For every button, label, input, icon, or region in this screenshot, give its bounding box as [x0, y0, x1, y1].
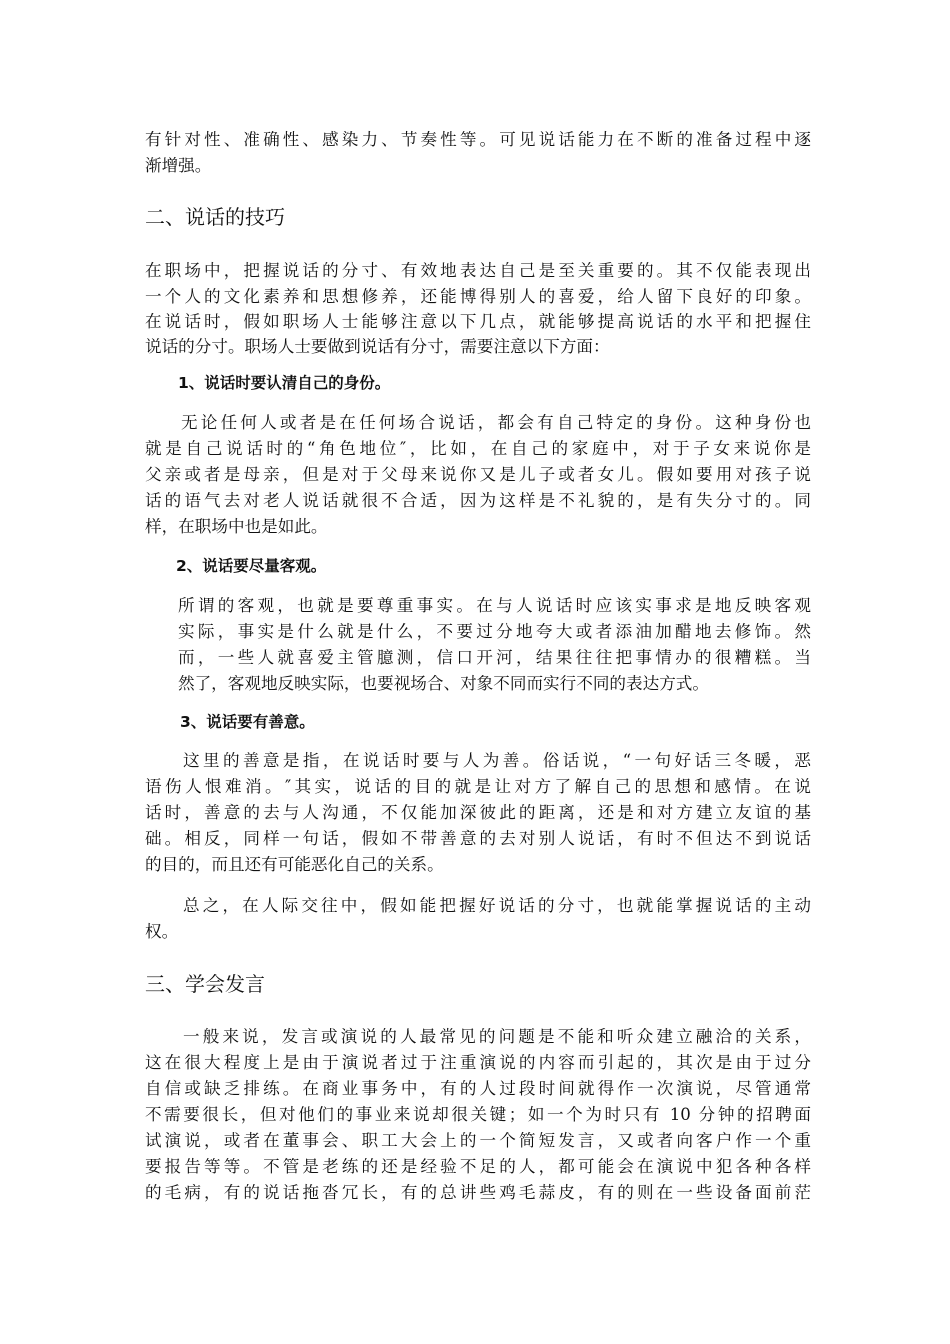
paragraph-line: 话的语气去对老人说话就很不合适，因为这样是不礼貌的，是有失分寸的。同: [145, 491, 811, 510]
paragraph-line: 就是自己说话时的“角色地位″，比如，在自己的家庭中，对于子女来说你是: [145, 439, 811, 458]
section-heading: 三、学会发言: [145, 972, 265, 996]
paragraph-line: 这在很大程度上是由于演说者过于注重演说的内容而引起的，其次是由于过分: [145, 1053, 811, 1072]
subheading: 3、说话要有善意。: [180, 713, 315, 731]
paragraph-line: 的目的，而且还有可能恶化自己的关系。: [145, 855, 444, 874]
paragraph-line: 在职场中，把握说话的分寸、有效地表达自己是至关重要的。其不仅能表现出: [145, 261, 811, 280]
paragraph-line: 的毛病，有的说话拖沓冗长，有的总讲些鸡毛蒜皮，有的则在一些设备面前茫: [145, 1183, 811, 1202]
paragraph-line: 说话的分寸。职场人士要做到说话有分寸，需要注意以下方面：: [145, 337, 610, 356]
paragraph-line: 然了，客观地反映实际，也要视场合、对象不同而实行不同的表达方式。: [178, 674, 709, 693]
paragraph-line: 自信或缺乏排练。在商业事务中，有的人过段时间就得作一次演说，尽管通常: [145, 1079, 811, 1098]
paragraph-line: 础。相反，同样一句话，假如不带善意的去对别人说话，有时不但达不到说话: [145, 829, 811, 848]
paragraph-line: 不需要很长，但对他们的事业来说却很关键；如一个为时只有 10 分钟的招聘面: [145, 1105, 811, 1124]
paragraph-line: 样，在职场中也是如此。: [145, 517, 328, 536]
paragraph-line: 渐增强。: [145, 156, 212, 175]
paragraph-line: 语伤人恨难消。″其实，说话的目的就是让对方了解自己的思想和感情。在说: [145, 777, 811, 796]
paragraph-line: 权。: [145, 922, 179, 941]
subheading: 1、说话时要认清自己的身份。: [178, 374, 391, 392]
paragraph-line: 而，一些人就喜爱主管臆测，信口开河，结果往往把事情办的很糟糕。当: [178, 648, 811, 667]
paragraph-line: 一般来说，发言或演说的人最常见的问题是不能和听众建立融洽的关系，: [183, 1027, 811, 1046]
subheading: 2、说话要尽量客观。: [176, 557, 327, 575]
paragraph-line: 在说话时，假如职场人士能够注意以下几点，就能够提高说话的水平和把握住: [145, 312, 811, 331]
paragraph-line: 这里的善意是指，在说话时要与人为善。俗话说，“一句好话三冬暖，恶: [183, 751, 811, 770]
section-heading: 二、说话的技巧: [145, 205, 285, 229]
paragraph-line: 所谓的客观，也就是要尊重事实。在与人说话时应该实事求是地反映客观: [178, 596, 811, 615]
paragraph-line: 要报告等等。不管是老练的还是经验不足的人，都可能会在演说中犯各种各样: [145, 1157, 811, 1176]
paragraph-line: 总之，在人际交往中，假如能把握好说话的分寸，也就能掌握说话的主动: [183, 896, 811, 915]
paragraph-line: 无论任何人或者是在任何场合说话，都会有自己特定的身份。这种身份也: [181, 413, 811, 432]
paragraph-line: 有针对性、准确性、感染力、节奏性等。可见说话能力在不断的准备过程中逐: [145, 130, 811, 149]
paragraph-line: 父亲或者是母亲，但是对于父母来说你又是儿子或者女儿。假如要用对孩子说: [145, 465, 811, 484]
paragraph-line: 一个人的文化素养和思想修养，还能博得别人的喜爱，给人留下良好的印象。: [145, 287, 811, 306]
paragraph-line: 话时，善意的去与人沟通，不仅能加深彼此的距离，还是和对方建立友谊的基: [145, 803, 811, 822]
paragraph-line: 实际，事实是什么就是什么，不要过分地夸大或者添油加醋地去修饰。然: [178, 622, 811, 641]
paragraph-line: 试演说，或者在董事会、职工大会上的一个简短发言，又或者向客户作一个重: [145, 1131, 811, 1150]
